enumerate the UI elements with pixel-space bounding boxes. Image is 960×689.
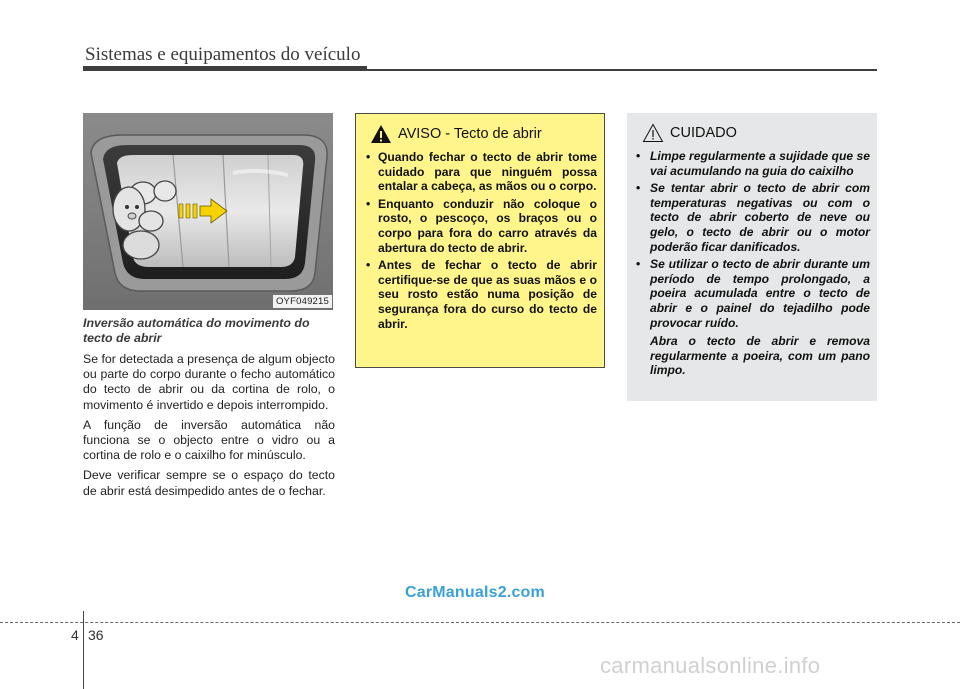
caution-title-row <box>636 123 870 143</box>
list-item: • Quando fechar o tecto de abrir tome cuidado para que ninguém possa entalar a cabeça, as mãos ou o corpo. <box>366 150 597 194</box>
sunroof-illustration <box>83 113 333 310</box>
list-item: • Limpe regularmente a sujidade que se vai acumulando na guia do caixilho <box>636 149 870 178</box>
warning-triangle-icon <box>370 124 392 144</box>
figure-code: OYF049215 <box>273 295 332 308</box>
caution-extra-text: Abra o tecto de abrir e remova regularmente a poeira, com um pano limpo. <box>650 334 870 378</box>
list-item: • Se tentar abrir o tecto de abrir com temperaturas negativas ou com o tecto de abrir coberto de neve ou gelo, o tecto de abrir ou o motor poderão ficar danificados. <box>636 181 870 254</box>
list-item: • Antes de fechar o tecto de abrir certifique-se de que as suas mãos e o seu rosto estão numa posição de segurança fora do curso do tecto de abrir. <box>366 258 597 331</box>
footer-site-watermark: carmanualsonline.info <box>600 653 821 678</box>
caution-triangle-icon <box>642 123 664 143</box>
section-title: Sistemas e equipamentos do veículo <box>85 44 361 65</box>
warning-title-row <box>364 124 597 144</box>
sunroof-drawing <box>83 113 333 310</box>
subheading: Inversão automática do movimento do tecto de abrir <box>83 316 310 345</box>
list-item: • Se utilizar o tecto de abrir durante um período de tempo prolongado, a poeira acumulada entre o tecto de abrir e o painel do tejadilho pode provocar ruído. <box>636 257 870 330</box>
caution-title: CUIDADO <box>670 125 737 141</box>
caution-box <box>627 113 877 401</box>
body-paragraph: Deve verificar sempre se o espaço do tecto de abrir está desimpedido antes de o fechar. <box>83 468 335 498</box>
page-number: 36 <box>88 627 104 643</box>
chapter-number: 4 <box>71 627 79 643</box>
watermark-link[interactable]: CarManuals2.com <box>405 584 545 601</box>
body-paragraph: Se for detectada a presença de algum objecto ou parte do corpo durante o fecho automático do tecto de abrir ou da cortina de rolo, o movimento é invertido e depois interrompido. <box>83 352 335 412</box>
warning-title: AVISO - Tecto de abrir <box>398 126 542 142</box>
main-text-column <box>83 316 335 504</box>
header-rule-thick <box>83 66 367 71</box>
footer-vertical-rule <box>83 611 84 689</box>
warning-box <box>355 113 605 368</box>
header-rule-thin <box>367 69 877 71</box>
list-item: • Enquanto conduzir não coloque o rosto, o pescoço, os braços ou o corpo para fora do carro através da abertura do tecto de abrir. <box>366 196 597 255</box>
body-paragraph: A função de inversão automática não funciona se o objecto entre o vidro ou a cortina de rolo e o caixilho for minúsculo. <box>83 417 335 463</box>
caution-list <box>636 149 870 330</box>
warning-list <box>364 150 597 331</box>
footer-divider <box>0 622 960 623</box>
